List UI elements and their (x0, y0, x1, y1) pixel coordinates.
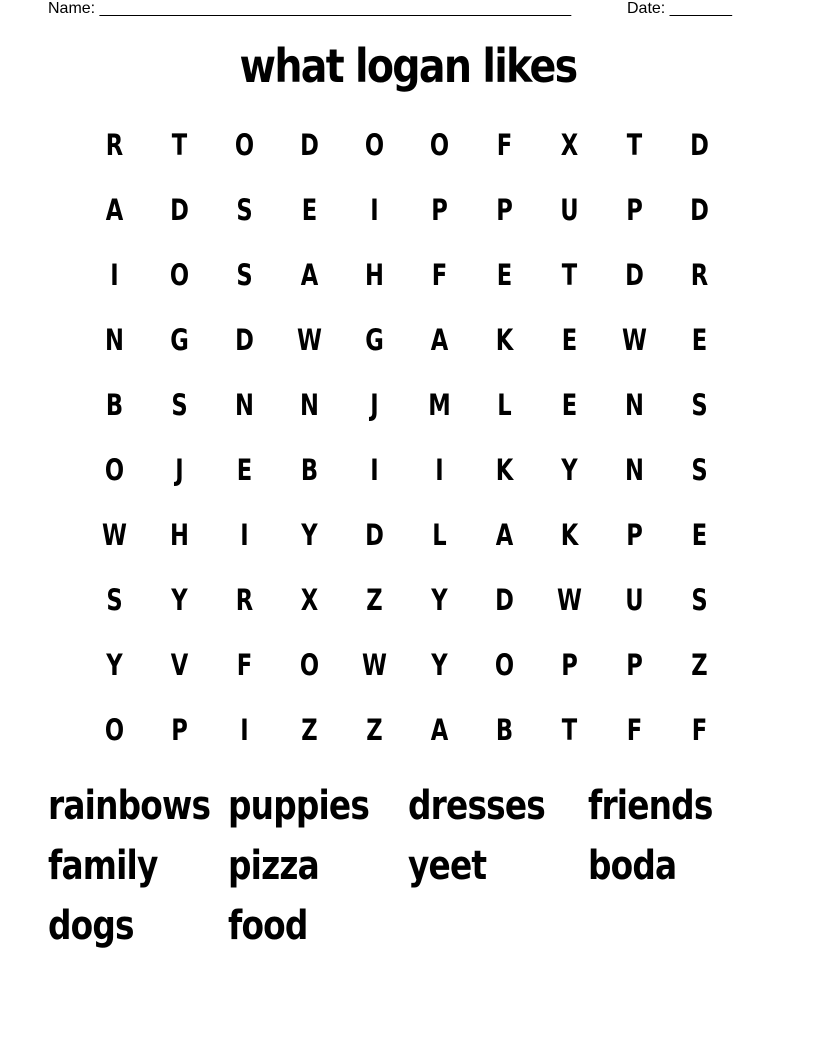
word-bank-item: food (228, 903, 308, 949)
grid-letter: P (626, 192, 643, 227)
grid-letter: E (236, 452, 253, 487)
header (0, 0, 816, 20)
grid-letter: U (625, 582, 644, 617)
word-bank (48, 776, 768, 956)
grid-letter: W (622, 322, 647, 357)
grid-letter: E (496, 257, 513, 292)
grid-letter: F (431, 257, 448, 292)
grid-letter: I (240, 712, 249, 747)
grid-letter: S (236, 257, 253, 292)
grid-letter: X (560, 127, 579, 162)
grid-letter: F (236, 647, 253, 682)
grid-letter: Z (691, 647, 708, 682)
grid-letter: N (625, 387, 644, 422)
grid-letter: W (362, 647, 387, 682)
date-field-label: Date: _______ (627, 0, 732, 17)
word-bank-item: yeet (408, 843, 487, 889)
grid-letter: F (626, 712, 643, 747)
grid-letter: O (299, 647, 320, 682)
grid-letter: D (170, 192, 189, 227)
grid-letter: N (235, 387, 254, 422)
grid-letter: W (297, 322, 322, 357)
grid-letter: P (171, 712, 188, 747)
grid-letter: I (110, 257, 119, 292)
grid-letter: K (495, 322, 514, 357)
grid-letter: T (561, 257, 578, 292)
grid-letter: R (105, 127, 124, 162)
grid-letter: P (561, 647, 578, 682)
grid-letter: E (691, 322, 708, 357)
grid-letter: I (435, 452, 444, 487)
grid-letter: R (235, 582, 254, 617)
grid-letter: N (300, 387, 319, 422)
grid-letter: Y (301, 517, 318, 552)
grid-letter: O (429, 127, 450, 162)
grid-letter: A (105, 192, 124, 227)
grid-letter: E (691, 517, 708, 552)
grid-letter: A (495, 517, 514, 552)
grid-letter: P (626, 647, 643, 682)
grid-letter: S (691, 452, 708, 487)
grid-letter: D (690, 192, 709, 227)
grid-letter: S (236, 192, 253, 227)
grid-letter: I (240, 517, 249, 552)
grid-letter: P (431, 192, 448, 227)
name-field-label: Name: _____________________________________________________ (48, 0, 572, 17)
grid-letter: T (171, 127, 188, 162)
word-bank-item: boda (588, 843, 677, 889)
grid-letter: D (365, 517, 384, 552)
grid-letter: B (105, 387, 124, 422)
word-bank-item: puppies (228, 783, 370, 829)
grid-letter: V (170, 647, 189, 682)
grid-letter: T (561, 712, 578, 747)
grid-letter: O (494, 647, 515, 682)
grid-letter: J (175, 452, 184, 487)
grid-letter: D (625, 257, 644, 292)
grid-letter: K (495, 452, 514, 487)
grid-letter: G (365, 322, 384, 357)
grid-letter: Z (366, 582, 383, 617)
grid-letter: T (626, 127, 643, 162)
grid-letter: N (105, 322, 124, 357)
grid-letter: W (102, 517, 127, 552)
word-bank-item: family (48, 843, 158, 889)
grid-letter: P (626, 517, 643, 552)
grid-letter: H (365, 257, 384, 292)
grid-letter: D (690, 127, 709, 162)
grid-letter: Y (431, 582, 448, 617)
grid-letter: D (235, 322, 254, 357)
grid-letter: X (300, 582, 319, 617)
grid-letter: Y (561, 452, 578, 487)
grid-letter: G (170, 322, 189, 357)
grid-letter: E (301, 192, 318, 227)
grid-letter: P (496, 192, 513, 227)
grid-letter: J (370, 387, 379, 422)
grid-letter: Y (431, 647, 448, 682)
grid-letter: D (300, 127, 319, 162)
grid-letter: O (364, 127, 385, 162)
grid-letter: D (495, 582, 514, 617)
word-bank-item: rainbows (48, 783, 211, 829)
word-bank-item: friends (588, 783, 713, 829)
word-search-grid (82, 112, 732, 762)
grid-letter: Z (301, 712, 318, 747)
grid-letter: S (691, 582, 708, 617)
page-title: what logan likes (239, 39, 577, 93)
grid-letter: O (169, 257, 190, 292)
grid-letter: Z (366, 712, 383, 747)
grid-letter: L (432, 517, 447, 552)
grid-letter: H (170, 517, 189, 552)
grid-letter: S (691, 387, 708, 422)
grid-letter: M (428, 387, 451, 422)
grid-letter: F (496, 127, 513, 162)
grid-letter: Y (106, 647, 123, 682)
grid-letter: E (561, 322, 578, 357)
grid-letter: S (171, 387, 188, 422)
word-bank-item: pizza (228, 843, 319, 889)
grid-letter: I (370, 452, 379, 487)
grid-letter: O (234, 127, 255, 162)
grid-letter: A (430, 322, 449, 357)
word-bank-item: dogs (48, 903, 134, 949)
grid-letter: I (370, 192, 379, 227)
grid-letter: O (104, 712, 125, 747)
word-bank-item: dresses (408, 783, 545, 829)
grid-letter: U (560, 192, 579, 227)
grid-letter: A (430, 712, 449, 747)
grid-letter: R (690, 257, 709, 292)
grid-letter: L (497, 387, 512, 422)
grid-letter: B (300, 452, 319, 487)
grid-letter: F (691, 712, 708, 747)
grid-letter: Y (171, 582, 188, 617)
grid-letter: W (557, 582, 582, 617)
grid-letter: N (625, 452, 644, 487)
grid-letter: K (560, 517, 579, 552)
grid-letter: B (495, 712, 514, 747)
grid-letter: O (104, 452, 125, 487)
grid-letter: S (106, 582, 123, 617)
grid-letter: E (561, 387, 578, 422)
grid-letter: A (300, 257, 319, 292)
